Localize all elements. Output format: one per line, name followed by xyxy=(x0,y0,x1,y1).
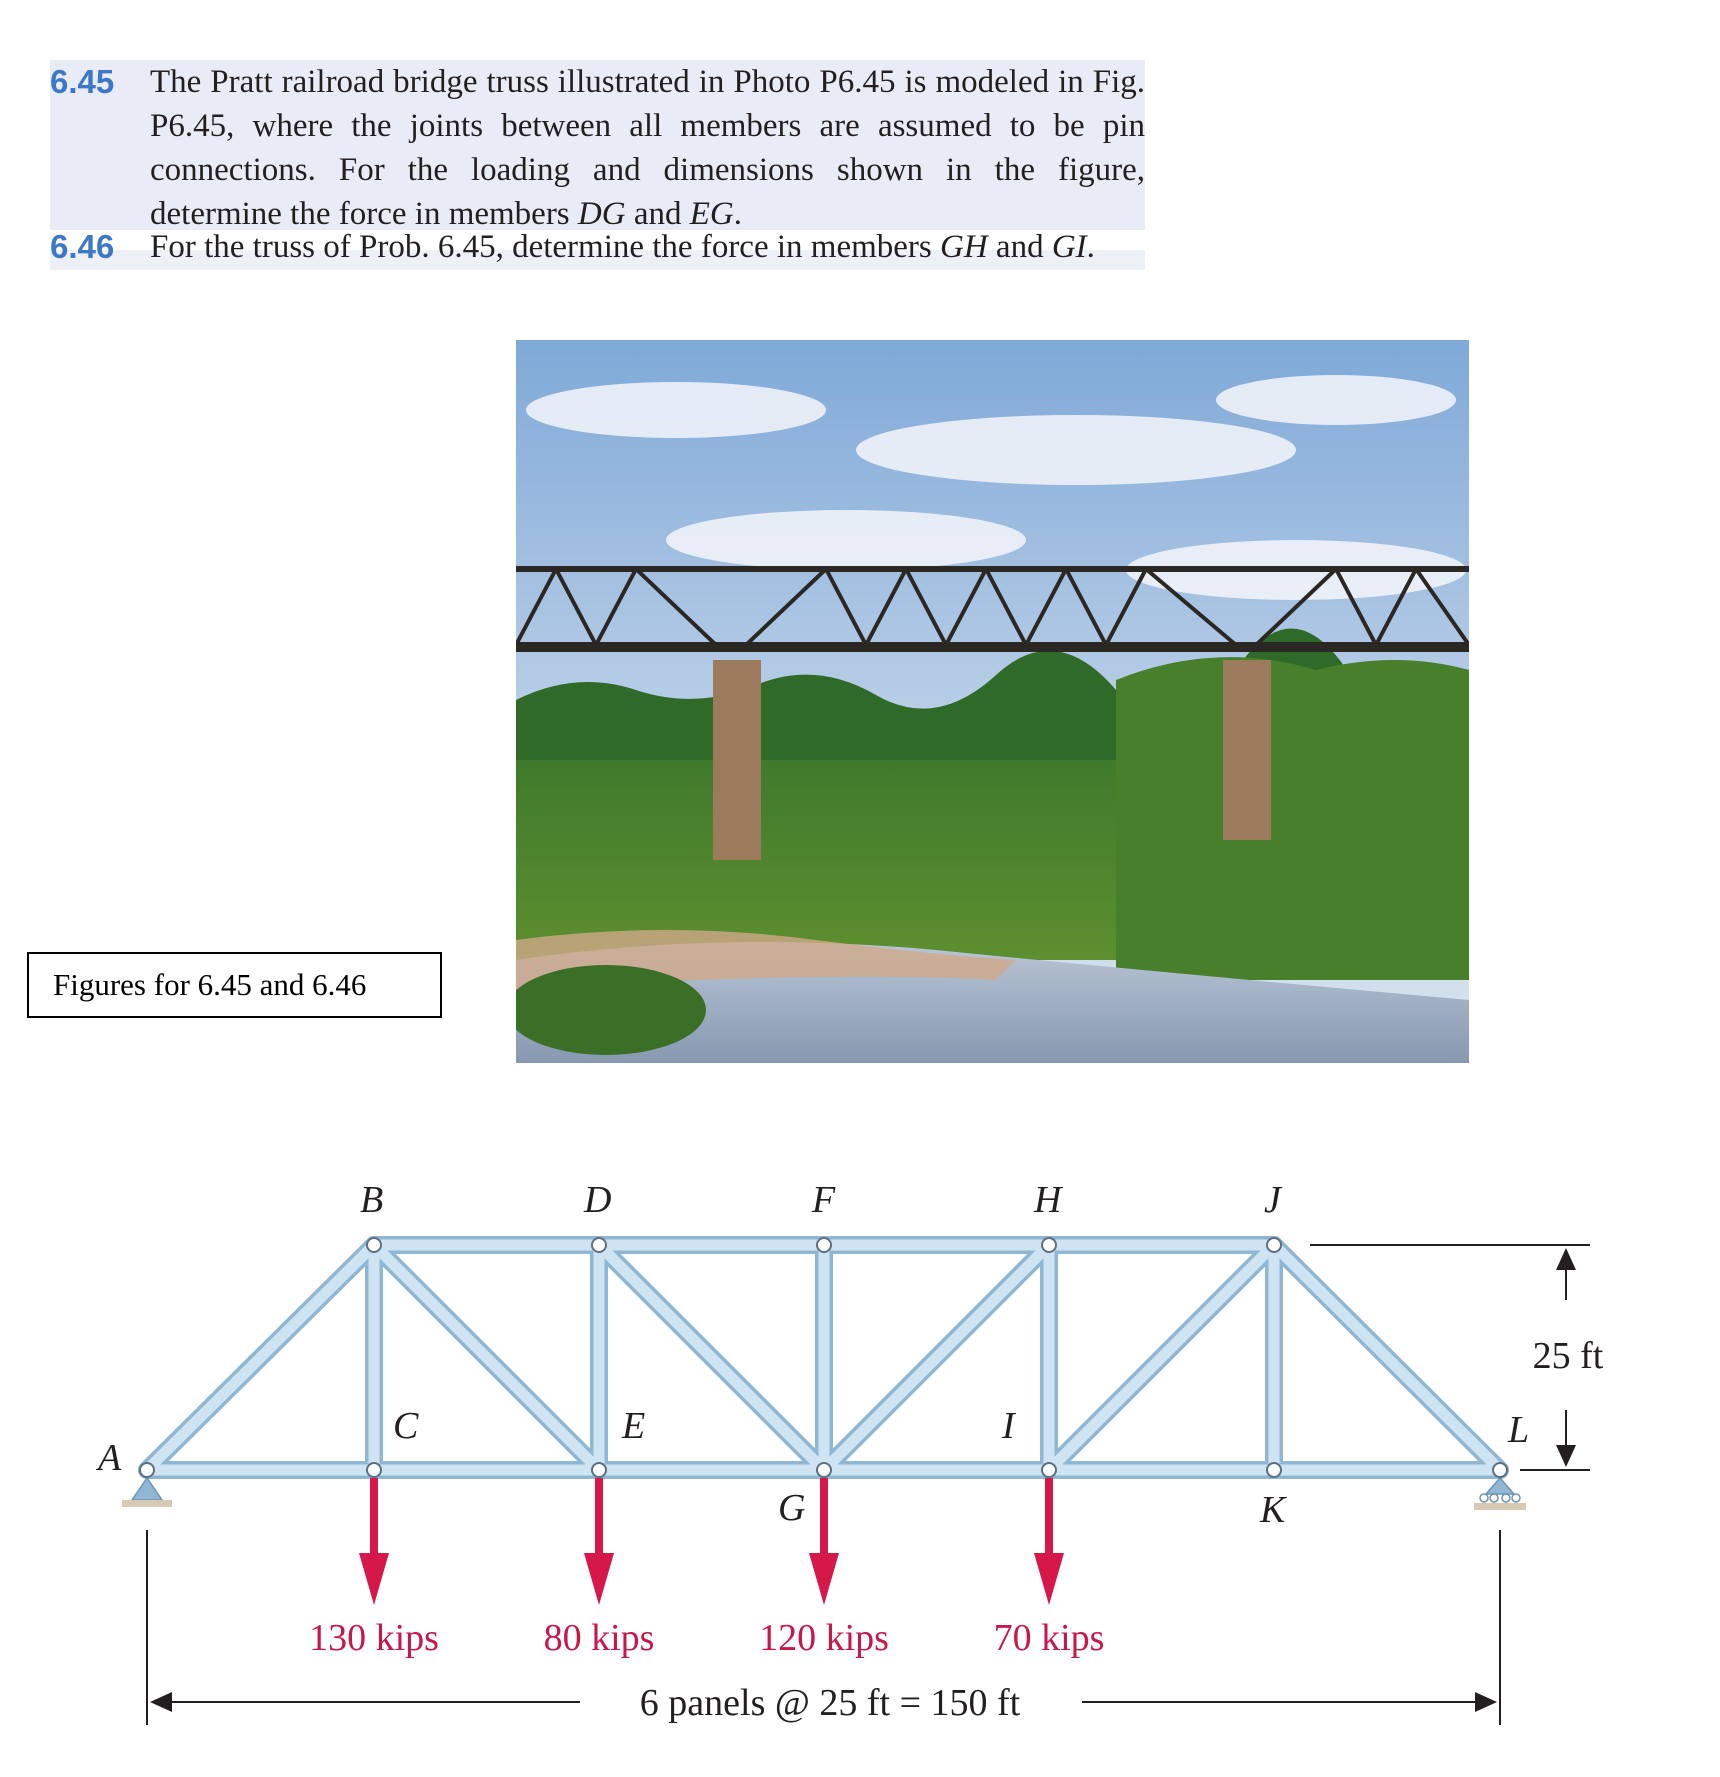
joint-c xyxy=(367,1463,381,1477)
joint-label-e: E xyxy=(622,1405,646,1447)
problem-number: 6.46 xyxy=(50,228,115,265)
load-label-e: 80 kips xyxy=(543,1617,655,1659)
pin-support-A xyxy=(122,1478,172,1507)
joint-b xyxy=(367,1238,381,1252)
bridge-deck xyxy=(516,642,1469,652)
joint-label-h: H xyxy=(1034,1179,1062,1221)
problem-text-part: . xyxy=(733,196,742,232)
member-name: GI xyxy=(1051,229,1087,265)
load-arrow-i xyxy=(1034,1478,1064,1605)
bush-right xyxy=(1116,657,1469,980)
figure-label-box xyxy=(27,952,442,1018)
load-arrows xyxy=(359,1478,1064,1605)
joint-e xyxy=(592,1463,606,1477)
load-arrow-c xyxy=(359,1478,389,1605)
joint-k xyxy=(1267,1463,1281,1477)
span-label: 6 panels @ 25 ft = 150 ft xyxy=(639,1682,1021,1724)
joint-g xyxy=(817,1463,831,1477)
joint-label-l: L xyxy=(1508,1409,1530,1451)
bridge-photo xyxy=(516,340,1469,1063)
member-name: DG xyxy=(577,196,626,232)
problem-text xyxy=(150,60,1145,236)
height-label: 25 ft xyxy=(1532,1335,1604,1377)
load-arrow-e xyxy=(584,1478,614,1605)
problem-text-part: The Pratt railroad bridge truss illustrated in Photo P6.45 is modeled in Fig. P6.45, where the joints between all members are assumed to be pin connections. For the loading and dimensions shown in the figure, determine the force in members xyxy=(150,64,1145,232)
truss-diagram xyxy=(0,1160,1720,1760)
joint-label-a: A xyxy=(98,1437,122,1479)
bridge-top-chord xyxy=(516,566,1469,572)
joint-j xyxy=(1267,1238,1281,1252)
joint-f xyxy=(817,1238,831,1252)
joint-h xyxy=(1042,1238,1056,1252)
joint-label-f: F xyxy=(812,1179,836,1221)
joint-label-d: D xyxy=(584,1179,612,1221)
member-name: GH xyxy=(940,229,988,265)
figure-label: Figures for 6.45 and 6.46 xyxy=(53,967,367,1002)
problem-text-part: For the truss of Prob. 6.45, determine the force in members xyxy=(150,229,940,265)
member-name: EG xyxy=(689,196,734,232)
roller-support-L xyxy=(1474,1478,1526,1510)
joint-label-c: C xyxy=(393,1405,419,1447)
problem-text-part: and xyxy=(987,229,1052,265)
load-label-g: 120 kips xyxy=(759,1617,889,1659)
problem-text-part: and xyxy=(625,196,690,232)
joint-label-k: K xyxy=(1260,1489,1286,1531)
problem-text xyxy=(150,225,1145,269)
load-arrow-g xyxy=(809,1478,839,1605)
joint-a xyxy=(140,1463,154,1477)
joint-label-i: I xyxy=(1002,1405,1015,1447)
joint-d xyxy=(592,1238,606,1252)
load-label-c: 130 kips xyxy=(309,1617,439,1659)
joint-label-b: B xyxy=(360,1179,384,1221)
pier-right xyxy=(1223,660,1271,840)
problem-number: 6.45 xyxy=(50,63,115,100)
joint-i xyxy=(1042,1463,1056,1477)
truss-members xyxy=(147,1245,1500,1470)
joint-l xyxy=(1493,1463,1507,1477)
pier-left xyxy=(713,660,761,860)
load-label-i: 70 kips xyxy=(993,1617,1105,1659)
joint-label-g: G xyxy=(778,1487,806,1529)
problem-text-part: . xyxy=(1086,229,1095,265)
joint-label-j: J xyxy=(1264,1179,1281,1221)
